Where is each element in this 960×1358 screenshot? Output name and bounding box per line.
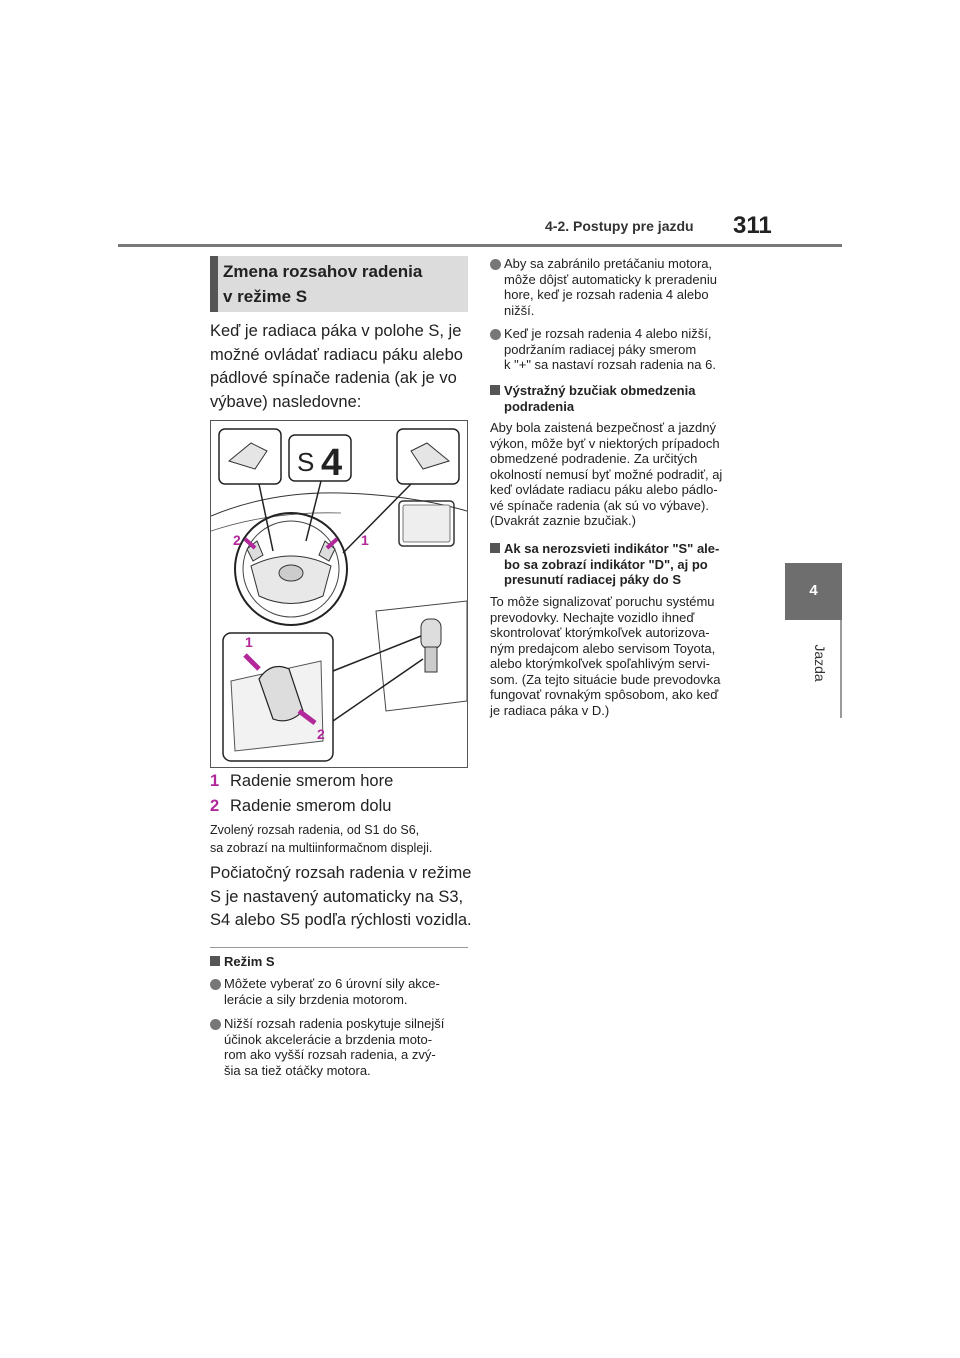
left-bullet-2: Nižší rozsah radenia poskytuje silnejší účinok akcelerácie a brzdenia moto- rom ako vyšší rozsah radenia, a zvý- šia sa tiež otáčky motora. [210, 1016, 486, 1078]
chapter-label: Jazda [812, 644, 828, 682]
illustration-svg [211, 421, 467, 767]
left-bullet-1: Môžete vyberať zo 6 úrovní sily akce- lerácie a sily brzdenia motorom. [210, 976, 486, 1007]
section-title: 4-2. Postupy pre jazdu [545, 218, 694, 234]
divider [210, 947, 468, 948]
right-bullet-1: Aby sa zabránilo pretáčaniu motora, môže dôjsť automaticky k preradeniu hore, keď je rozsah radenia 4 alebo nižší. [490, 256, 774, 318]
square-bullet-icon [490, 543, 500, 553]
svg-text:1: 1 [245, 634, 253, 650]
header-rule [118, 244, 842, 247]
square-bullet-icon [490, 385, 500, 395]
rezim-s-heading: Režim S [210, 954, 275, 970]
bullet-icon [210, 979, 221, 990]
svg-text:1: 1 [361, 532, 369, 548]
section-heading: Zmena rozsahov radenia v režime S [223, 262, 423, 306]
initial-range-paragraph: Počiatočný rozsah radenia v režime S je nastavený automaticky na S3, S4 alebo S5 podľa rýchlosti vozidla. [210, 864, 472, 929]
chapter-rule [840, 620, 842, 718]
indicator-heading: Ak sa nerozsvieti indikátor "S" ale- bo sa zobrazí indikátor "D", aj po presunutí radiacej páky do S [490, 541, 765, 588]
warning-buzzer-heading: Výstražný bzučiak obmedzenia podradenia [490, 383, 760, 414]
svg-text:2: 2 [317, 726, 325, 742]
gear-shift-illustration [210, 420, 468, 768]
bullet-icon [210, 1019, 221, 1030]
indicator-text: To môže signalizovať poruchu systému prevodovky. Nechajte vozidlo ihneď skontrolovať ktorýmkoľvek autorizova- ným predajcom alebo servisom Toyota, alebo ktorýmkoľvek spoľahlivým servi- som. (Za tejto situácie bude prevodovka fungovať rovnakým spôsobom, ako keď je radiaca páka v D.) [490, 594, 721, 718]
bullet-icon [490, 329, 501, 340]
display-letter: S [297, 447, 315, 477]
square-bullet-icon [210, 956, 220, 966]
section-heading-bar [210, 256, 218, 312]
page-number: 311 [733, 212, 772, 239]
bullet-icon [490, 259, 501, 270]
step-1: 1 Radenie smerom hore [210, 772, 394, 790]
svg-text:2: 2 [233, 532, 241, 548]
display-number: 4 [321, 442, 343, 484]
warning-buzzer-text: Aby bola zaistená bezpečnosť a jazdný výkon, môže byť v niektorých prípadoch obmedzené podradenie. Za určitých okolností nemusí byť možné podradiť, aj keď ovládate radiacu páku alebo pádlo- vé spínače radenia (ak sú vo výbave). (Dvakrát zaznie bzučiak.) [490, 420, 723, 528]
right-bullet-2: Keď je rozsah radenia 4 alebo nižší, podržaním radiacej páky smerom k "+" sa nastaví rozsah radenia na 6. [490, 326, 774, 373]
chapter-number: 4 [809, 582, 818, 599]
note-text: Zvolený rozsah radenia, od S1 do S6, sa zobrazí na multiinformačnom displeji. [210, 823, 433, 855]
intro-paragraph: Keď je radiaca páka v polohe S, je možné ovládať radiacu páku alebo pádlové spínače radenia (ak je vo výbave) nasledovne: [210, 322, 463, 411]
step-2: 2 Radenie smerom dolu [210, 797, 392, 815]
